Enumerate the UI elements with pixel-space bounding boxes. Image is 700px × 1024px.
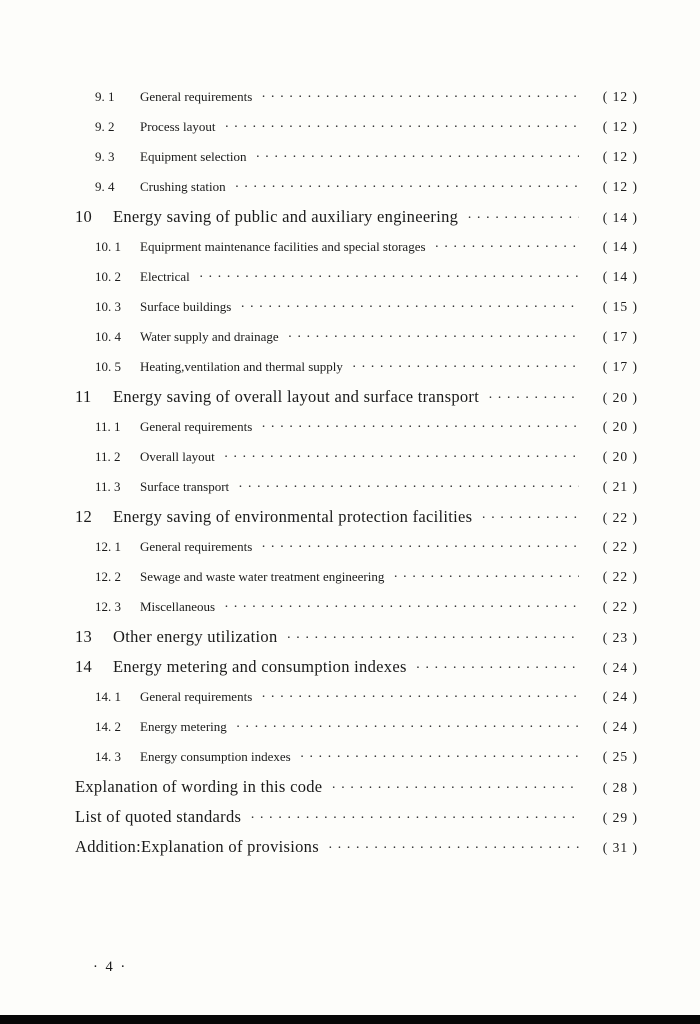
page-number-marker: · 4 · (93, 959, 128, 975)
dot-leader (261, 682, 579, 713)
dot-leader (199, 262, 579, 293)
toc-entry-number: 11. 2 (95, 449, 121, 464)
toc-entry-page: ( 20 ) (602, 390, 638, 405)
toc-entry-page: ( 22 ) (602, 599, 638, 614)
toc-entry-number: 11. 1 (95, 419, 121, 434)
toc-entry-page: ( 22 ) (602, 539, 638, 554)
dot-leader (331, 772, 579, 804)
toc-entry (75, 742, 638, 772)
toc-entry-number: 14 (75, 657, 93, 676)
toc-entry-title: Energy metering (140, 719, 227, 734)
toc-entry-number: 9. 1 (95, 89, 115, 104)
dot-leader (288, 322, 579, 353)
scan-edge-artifact (0, 1015, 700, 1024)
dot-leader (224, 442, 579, 473)
toc-entry-page: ( 12 ) (602, 89, 638, 104)
toc-entry-number: 12. 2 (95, 569, 121, 584)
toc-entry (75, 82, 638, 112)
toc-entry (75, 172, 638, 202)
toc-entry-page: ( 14 ) (602, 210, 638, 225)
dot-leader (481, 502, 579, 534)
toc-entry-title: Energy saving of environmental protection facilities (113, 507, 473, 526)
toc-entry-page: ( 14 ) (602, 269, 638, 284)
dot-leader (256, 142, 579, 173)
toc-entry-title: General requirements (140, 89, 253, 104)
toc-entry-number: 12. 1 (95, 539, 121, 554)
toc-entry (75, 562, 638, 592)
dot-leader (467, 202, 579, 234)
toc-entry (75, 352, 638, 382)
toc-entry-page: ( 12 ) (602, 149, 638, 164)
toc-entry (75, 112, 638, 142)
toc-entry-title: General requirements (140, 689, 253, 704)
toc-entry-page: ( 24 ) (602, 660, 638, 675)
toc-entry-number: 10. 3 (95, 299, 121, 314)
toc-entry-number: 14. 3 (95, 749, 121, 764)
toc-entry-title: Heating,ventilation and thermal supply (140, 359, 343, 374)
toc-entry-title: Energy metering and consumption indexes (113, 657, 407, 676)
dot-leader (261, 412, 579, 443)
toc-entry (75, 472, 638, 502)
toc-entry-page: ( 22 ) (602, 569, 638, 584)
toc-entry-page: ( 17 ) (602, 329, 638, 344)
toc-entry-page: ( 31 ) (602, 840, 638, 855)
toc-entry-title: Process layout (140, 119, 216, 134)
toc-entry-number: 9. 2 (95, 119, 115, 134)
toc-entry-number: 9. 4 (95, 179, 115, 194)
toc-list (75, 82, 638, 862)
dot-leader (250, 802, 579, 834)
toc-entry-page: ( 21 ) (602, 479, 638, 494)
toc-entry-page: ( 20 ) (602, 419, 638, 434)
toc-entry-title: Other energy utilization (113, 627, 278, 646)
toc-entry-title: Equipment selection (140, 149, 247, 164)
dot-leader (352, 352, 579, 383)
toc-entry-number: 12. 3 (95, 599, 121, 614)
toc-entry-page: ( 22 ) (602, 510, 638, 525)
toc-entry (75, 502, 638, 532)
dot-leader (435, 232, 579, 263)
toc-entry (75, 682, 638, 712)
toc-entry-title: Crushing station (140, 179, 226, 194)
toc-entry (75, 382, 638, 412)
toc-entry-title: Energy saving of overall layout and surface transport (113, 387, 480, 406)
toc-entry-page: ( 24 ) (602, 689, 638, 704)
dot-leader (261, 82, 579, 113)
toc-entry-number: 10 (75, 207, 93, 226)
toc-entry (75, 202, 638, 232)
toc-entry-title: Energy consumption indexes (140, 749, 291, 764)
toc-entry-number: 14. 1 (95, 689, 121, 704)
toc-entry (75, 622, 638, 652)
toc-entry (75, 712, 638, 742)
toc-entry-page: ( 14 ) (602, 239, 638, 254)
toc-entry-number: 10. 2 (95, 269, 121, 284)
dot-leader (328, 832, 579, 864)
toc-entry (75, 802, 638, 832)
toc-entry-number: 12 (75, 507, 93, 526)
dot-leader (488, 382, 579, 414)
toc-entry-title: General requirements (140, 539, 253, 554)
toc-entry (75, 322, 638, 352)
toc-entry-number: 10. 5 (95, 359, 121, 374)
dot-leader (416, 652, 579, 684)
dot-leader (300, 742, 579, 773)
toc-entry-title: Water supply and drainage (140, 329, 279, 344)
dot-leader (236, 712, 579, 743)
toc-entry-page: ( 28 ) (602, 780, 638, 795)
toc-entry (75, 772, 638, 802)
toc-entry (75, 442, 638, 472)
toc-entry (75, 532, 638, 562)
toc-entry-page: ( 15 ) (602, 299, 638, 314)
toc-entry-title: Miscellaneous (140, 599, 216, 614)
toc-entry-number: 14. 2 (95, 719, 121, 734)
toc-entry-number: 9. 3 (95, 149, 115, 164)
dot-leader (235, 172, 579, 203)
toc-entry-title: List of quoted standards (75, 807, 242, 826)
toc-entry (75, 652, 638, 682)
toc-entry-page: ( 12 ) (602, 179, 638, 194)
toc-entry-title: Addition:Explanation of provisions (75, 837, 319, 856)
toc-entry-number: 11 (75, 387, 92, 406)
dot-leader (261, 532, 579, 563)
toc-entry-title: Sewage and waste water treatment engineering (140, 569, 385, 584)
toc-entry (75, 262, 638, 292)
toc-entry (75, 832, 638, 862)
toc-entry-title: Electrical (140, 269, 190, 284)
toc-entry-page: ( 25 ) (602, 749, 638, 764)
toc-entry-page: ( 23 ) (602, 630, 638, 645)
toc-entry-number: 11. 3 (95, 479, 121, 494)
dot-leader (240, 292, 579, 323)
dot-leader (393, 562, 579, 593)
toc-entry-page: ( 12 ) (602, 119, 638, 134)
toc-entry-title: Surface buildings (140, 299, 232, 314)
toc-entry-title: General requirements (140, 419, 253, 434)
toc-entry (75, 292, 638, 322)
toc-entry (75, 412, 638, 442)
dot-leader (224, 592, 579, 623)
toc-entry (75, 592, 638, 622)
toc-entry (75, 232, 638, 262)
toc-entry-title: Overall layout (140, 449, 215, 464)
toc-entry-page: ( 29 ) (602, 810, 638, 825)
toc-entry-title: Energy saving of public and auxiliary engineering (113, 207, 459, 226)
toc-entry-number: 13 (75, 627, 93, 646)
dot-leader (287, 622, 579, 654)
toc-entry-title: Equiprment maintenance facilities and special storages (140, 239, 426, 254)
toc-entry-page: ( 24 ) (602, 719, 638, 734)
toc-entry (75, 142, 638, 172)
toc-entry-number: 10. 4 (95, 329, 121, 344)
dot-leader (238, 472, 579, 503)
toc-entry-page: ( 20 ) (602, 449, 638, 464)
toc-entry-title: Surface transport (140, 479, 230, 494)
toc-entry-title: Explanation of wording in this code (75, 777, 323, 796)
dot-leader (224, 112, 579, 143)
toc-entry-number: 10. 1 (95, 239, 121, 254)
toc-entry-page: ( 17 ) (602, 359, 638, 374)
